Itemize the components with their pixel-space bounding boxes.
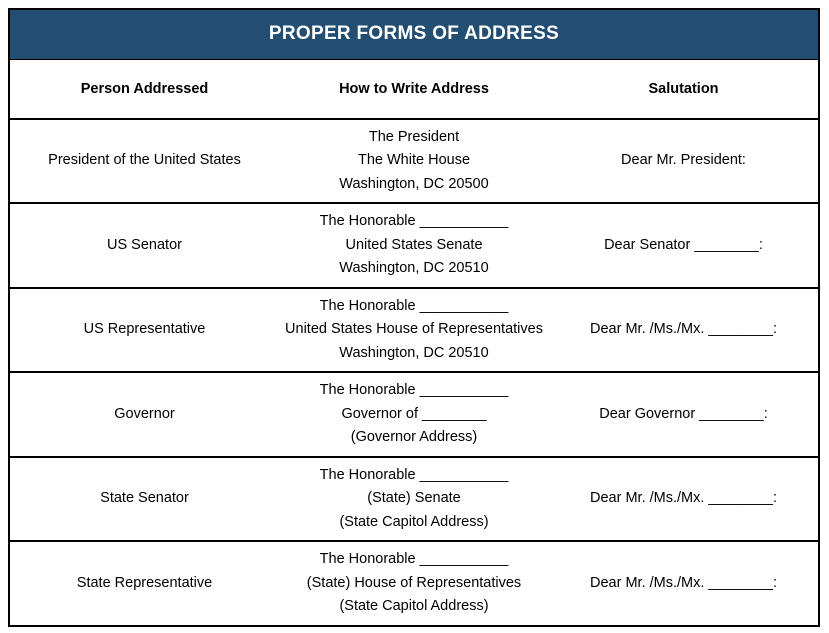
address-line: (State) House of Representatives [306,574,522,591]
cell-salutation: Dear Governor ________: [549,372,819,456]
address-line: Governor of ________ [341,405,487,422]
table-row [9,119,819,203]
cell-salutation: Dear Mr. /Ms./Mx. ________: [549,457,819,541]
address-line: The White House [357,152,471,169]
cell-how-to-write-address [279,288,549,372]
column-header-row [9,60,819,120]
cell-salutation: Dear Mr. President: [549,119,819,203]
cell-salutation: Dear Mr. /Ms./Mx. ________: [549,288,819,372]
cell-person-addressed: US Representative [9,288,279,372]
cell-salutation: Dear Mr. /Ms./Mx. ________: [549,541,819,625]
address-line: Washington, DC 20500 [339,175,489,192]
proper-forms-of-address-table [8,8,820,627]
address-line: The Honorable ___________ [319,213,509,230]
column-header-person-addressed: Person Addressed [9,60,279,120]
table-row [9,372,819,456]
address-line: (State) Senate [367,490,461,507]
cell-how-to-write-address [279,119,549,203]
cell-how-to-write-address [279,457,549,541]
column-header-salutation: Salutation [549,60,819,120]
table-body [9,119,819,626]
address-line: Washington, DC 20510 [339,344,489,361]
table-title: PROPER FORMS OF ADDRESS [9,9,819,60]
address-line: United States Senate [345,236,483,253]
cell-person-addressed: President of the United States [9,119,279,203]
address-line: The Honorable ___________ [319,297,509,314]
table-head [9,9,819,119]
cell-how-to-write-address [279,372,549,456]
cell-how-to-write-address [279,203,549,287]
table-title-row [9,9,819,60]
address-line: The Honorable ___________ [319,466,509,483]
address-line: The President [368,129,460,145]
table-row [9,541,819,625]
address-line: United States House of Representatives [285,321,543,338]
address-line: The Honorable ___________ [319,382,509,399]
address-line: (State Capitol Address) [339,598,489,615]
address-line: (Governor Address) [350,429,478,446]
cell-salutation: Dear Senator ________: [549,203,819,287]
address-line: Washington, DC 20510 [339,260,489,277]
address-line: (State Capitol Address) [339,513,489,530]
address-line: The Honorable ___________ [319,551,509,568]
table-row [9,457,819,541]
table-row [9,288,819,372]
column-header-how-to-write-address: How to Write Address [279,60,549,120]
cell-person-addressed: State Representative [9,541,279,625]
cell-person-addressed: Governor [9,372,279,456]
table-row [9,203,819,287]
cell-how-to-write-address [279,541,549,625]
cell-person-addressed: State Senator [9,457,279,541]
cell-person-addressed: US Senator [9,203,279,287]
